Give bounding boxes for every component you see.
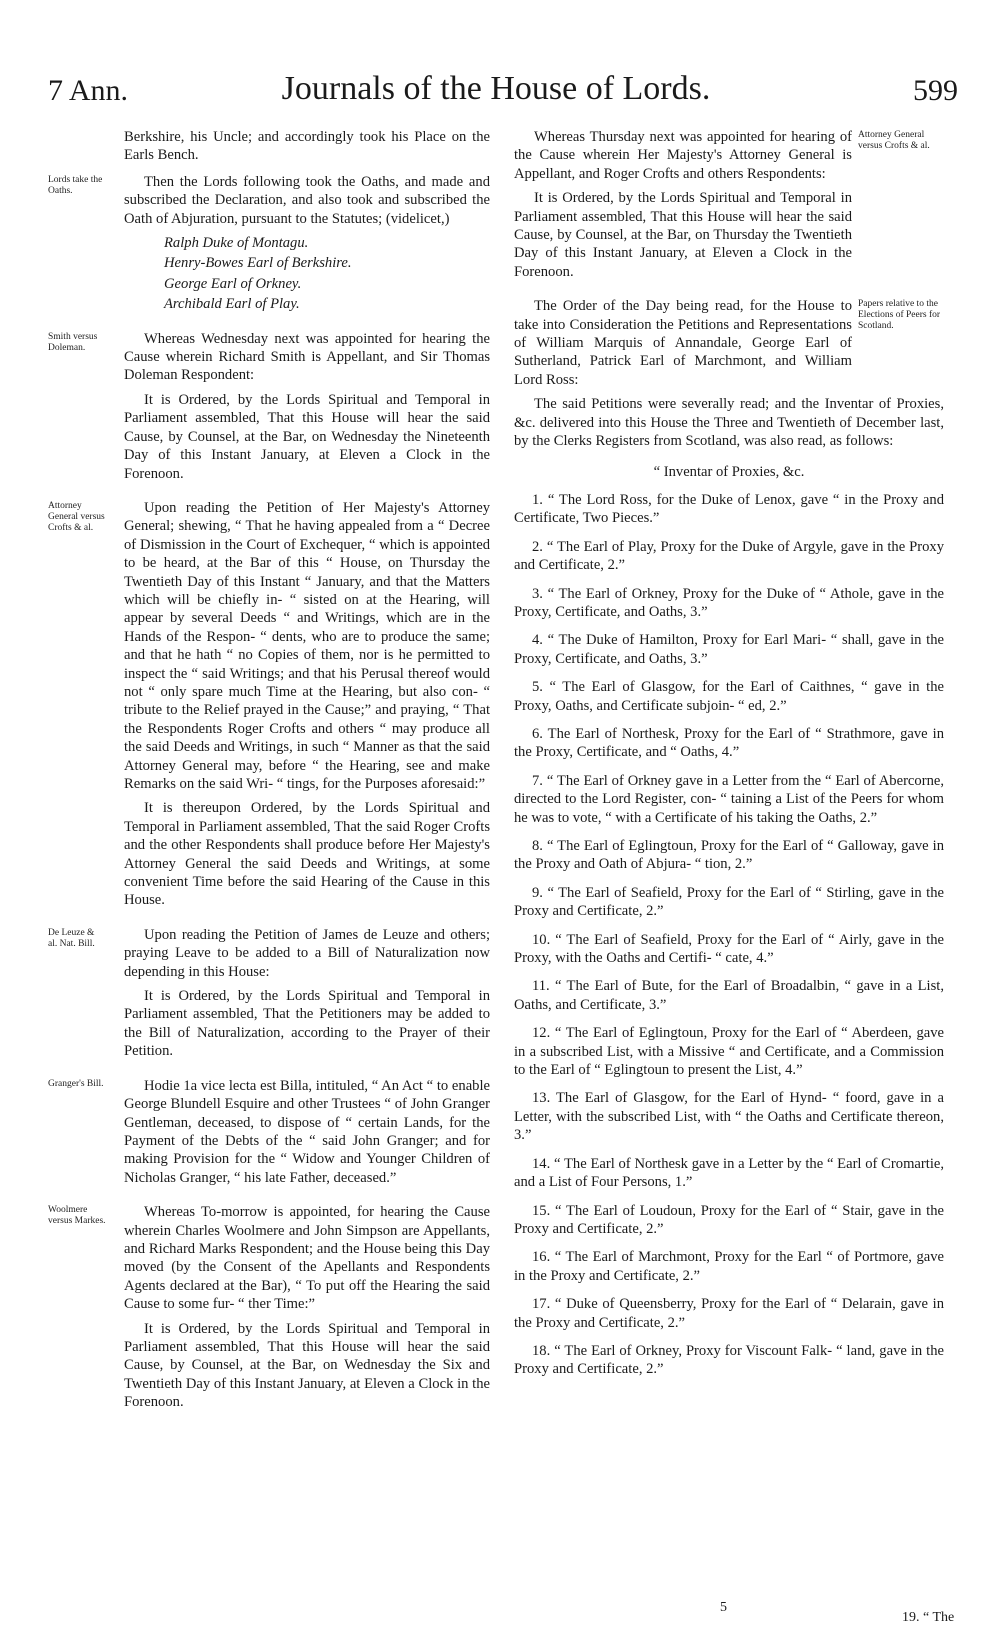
left-column [48, 128, 490, 1428]
oaths-entry [48, 173, 490, 314]
list-item: 17. “ Duke of Queensberry, Proxy for the Earl of “ Delarain, gave in the Proxy and Certificate, 2.” [514, 1296, 944, 1331]
deleuze-petition: Upon reading the Petition of James de Leuze and others; praying Leave to be added to a Bill of Naturalization now depending in this House: [124, 926, 490, 980]
deleuze-entry [48, 926, 490, 1061]
granger-entry [48, 1077, 490, 1187]
woolmere-entry [48, 1203, 490, 1411]
attorney-hearing-order: It is Ordered, by the Lords Spiritual and Temporal in Parliament assembled, That this House will hear the said Cause, by Counsel, at the Bar, on Thursday the Twentieth Day of this Instant January, at Eleven a Clock in the Forenoon. [514, 190, 852, 280]
inventar-title: “ Inventar of Proxies, &c. [653, 463, 805, 480]
right-column [514, 128, 944, 1389]
smith-paragraph: Whereas Wednesday next was appointed for hearing the Cause wherein Richard Smith is Appellant, and Sir Thomas Doleman Respondent: [124, 330, 490, 384]
attorney-hearing-entry [514, 128, 944, 281]
papers-sidenote: Papers relative to the Elections of Peers for Scotland. [858, 299, 941, 332]
list-item: 13. The Earl of Glasgow, for the Earl of Hynd- “ foord, gave in a Letter, with the subscribed List, with “ the Oaths and Certificate thereon, 3.” [514, 1090, 944, 1144]
attorney-order: It is thereupon Ordered, by the Lords Spiritual and Temporal in Parliament assembled, That the said Roger Crofts and the other Respondents shall produce before Her Majesty's Attorney General the said Deeds and Writings, at some convenient Time before the said Hearing of the Cause in this House. [124, 800, 490, 909]
woolmere-paragraph: Whereas To-morrow is appointed, for hearing the Cause wherein Charles Woolmere and John Simpson are Appellants, and Richard Marks Respondent; and the House being this Day moved (by the Consent of the Apellants and Respondents Agents declared at the Bar), “ To put off the Hearing the said Cause to some fur- “ ther Time:” [124, 1204, 490, 1313]
papers-paragraph: The Order of the Day being read, for the House to take into Consideration the Petitions and Representations of William Marquis of Annandale, George Earl of Sutherland, Patrick Earl of Marchmont, and William Lord Ross: [514, 298, 852, 388]
list-item: 18. “ The Earl of Orkney, Proxy for Viscount Falk- “ land, gave in the Proxy and Certificate, 2.” [514, 1342, 944, 1378]
list-item: 6. The Earl of Northesk, Proxy for the Earl of “ Strathmore, gave in the Proxy, Certificate, and “ Oaths, 4.” [514, 725, 944, 761]
papers-entry [514, 297, 944, 450]
oath-name: Archibald Earl of Play. [164, 296, 300, 313]
list-item: 3. “ The Earl of Orkney, Proxy for the Duke of “ Athole, gave in the Proxy, Certificate, and Oaths, 3.” [514, 585, 944, 620]
woolmere-order: It is Ordered, by the Lords Spiritual and Temporal in Parliament assembled, That this House will hear the said Cause, by Counsel, at the Bar, on Wednesday the Six and Twentieth Day of this Instant January, at Eleven a Clock in the Forenoon. [124, 1320, 490, 1411]
list-item: 14. “ The Earl of Northesk gave in a Letter by the “ Earl of Cromartie, and a List of Four Persons, 1.” [514, 1155, 944, 1191]
smith-entry [48, 330, 490, 483]
opening-text: Berkshire, his Uncle; and accordingly took his Place on the Earls Bench. [124, 129, 490, 164]
smith-sidenote: Smith versus Doleman. [48, 331, 98, 353]
attorney-hearing-paragraph: Whereas Thursday next was appointed for hearing of the Cause wherein Her Majesty's Attorney General is Appellant, and Roger Crofts and others Respondents: [514, 129, 852, 182]
list-item: 11. “ The Earl of Bute, for the Earl of Broadalbin, “ gave in a List, Oaths, and Certificate, 3.” [514, 978, 944, 1013]
running-title: Journals of the House of Lords. [281, 70, 711, 107]
list-item: 4. “ The Duke of Hamilton, Proxy for Earl Mari- “ shall, gave in the Proxy, Certificate, and Oaths, 3.” [514, 632, 944, 667]
catchword: 19. “ The [902, 1610, 955, 1625]
attorney-hearing-sidenote: Attorney General versus Crofts & al. [858, 130, 930, 151]
attorney-sidenote: Attorney General versus Crofts & al. [48, 500, 105, 533]
oath-name: George Earl of Orkney. [164, 275, 302, 292]
signature-mark: 5 [720, 1600, 727, 1615]
oath-names-list [164, 234, 490, 314]
list-item: 12. “ The Earl of Eglingtoun, Proxy for the Earl of “ Aberdeen, gave in a subscribed List, with a Missive “ and Certificate, and a Commission to the Earl of “ Eglingtoun to present the List, 4.” [514, 1025, 944, 1079]
page-number: 599 [913, 74, 958, 107]
oath-name: Ralph Duke of Montagu. [164, 235, 309, 252]
opening-entry [124, 128, 490, 165]
oath-name: Henry-Bowes Earl of Berkshire. [164, 255, 352, 272]
deleuze-sidenote: De Leuze & al. Nat. Bill. [48, 927, 95, 949]
oaths-sidenote: Lords take the Oaths. [48, 174, 103, 196]
granger-bill-text: Hodie 1a vice lecta est Billa, intituled, “ An Act “ to enable George Blundell Esquire and other Trustees “ of John Granger Gentleman, deceased, to dispose of “ certain Lands, for the Payment of the Debts of the “ said John Granger; and for making Provision for the “ Widow and Younger Children of Nicholas Granger, “ his late Father, deceased.” [124, 1077, 490, 1186]
list-item: 15. “ The Earl of Loudoun, Proxy for the Earl of “ Stair, gave in the Proxy and Certificate, 2.” [514, 1202, 944, 1237]
list-item: 8. “ The Earl of Eglingtoun, Proxy for the Earl of “ Galloway, gave in the Proxy and Oath of Abjura- “ tion, 2.” [514, 838, 944, 873]
attorney-petition: Upon reading the Petition of Her Majesty's Attorney General; shewing, “ That he having appealed from a “ Decree of Dismission in the Court of Exchequer, “ which is appointed to be heard, at the Bar of this “ House, on Thursday the Twentieth Day of this Instant “ January, and that the Matters which will be chiefly in- “ sisted on at the Hearing, will appear by several Deeds “ and Writings, which are in the Hands of the Respon- “ dents, who are to produce the same; and that he hath “ no Copies of them, nor is he permitted to inspect the “ said Writings; and that his Perusal thereof would not “ only spare much Time at the Hearing, but also con- “ tribute to the Relief prayed in the Cause;” and praying, “ That the Respondents Roger Crofts and others “ may produce all the said Deeds and Writings, in such “ Manner as that the said Attorney General may, before “ the Hearing, see and make Remarks on the said Wri- “ tings, for the Purposes aforesaid:” [124, 499, 490, 792]
list-item: 7. “ The Earl of Orkney gave in a Letter from the “ Earl of Abercorne, directed to the Lord Register, con- “ taining a List of the Peers for whom he was to vote, “ with a Certificate of his taking the Oaths, 2.” [514, 772, 944, 826]
papers-read: The said Petitions were severally read; and the Inventar of Proxies, &c. delivered into this House the Three and Twentieth of December last, by the Clerks Registers from Scotland, was also read, as follows: [514, 396, 944, 450]
list-item: 5. “ The Earl of Glasgow, for the Earl of Caithnes, “ gave in the Proxy, Oaths, and Certificate subjoin- “ ed, 2.” [514, 679, 944, 714]
list-item: 9. “ The Earl of Seafield, Proxy for the Earl of “ Stirling, gave in the Proxy and Certificate, 2.” [514, 884, 944, 920]
woolmere-sidenote: Woolmere versus Markes. [48, 1205, 106, 1227]
oaths-text: Then the Lords following took the Oaths, and made and subscribed the Declaration, and also took and subscribed the Oath of Abjuration, pursuant to the Statutes; (videlicet,) [124, 173, 490, 227]
regnal-year: 7 Ann. [48, 74, 129, 107]
deleuze-order: It is Ordered, by the Lords Spiritual and Temporal in Parliament assembled, That the Petitioners may be added to the Bill of Naturalization, according to the Prayer of their Petition. [124, 988, 490, 1060]
smith-order: It is Ordered, by the Lords Spiritual and Temporal in Parliament assembled, That this House will hear the said Cause, by Counsel, at the Bar, on Wednesday the Nineteenth Day of this Instant January, at Eleven a Clock in the Forenoon. [124, 391, 490, 482]
granger-sidenote: Granger's Bill. [48, 1078, 104, 1089]
list-item: 1. “ The Lord Ross, for the Duke of Lenox, gave “ in the Proxy and Certificate, Two Pieces.” [514, 491, 944, 527]
list-item: 2. “ The Earl of Play, Proxy for the Duke of Argyle, gave in the Proxy and Certificate, 2.” [514, 538, 944, 574]
list-item: 10. “ The Earl of Seafield, Proxy for the Earl of “ Airly, gave in the Proxy, with the Oaths and Certifi- “ cate, 4.” [514, 931, 944, 967]
attorney-entry [48, 499, 490, 910]
list-item: 16. “ The Earl of Marchmont, Proxy for the Earl “ of Portmore, gave in the Proxy and Certificate, 2.” [514, 1249, 944, 1284]
inventar-list [514, 491, 944, 1379]
page-header [0, 70, 992, 120]
